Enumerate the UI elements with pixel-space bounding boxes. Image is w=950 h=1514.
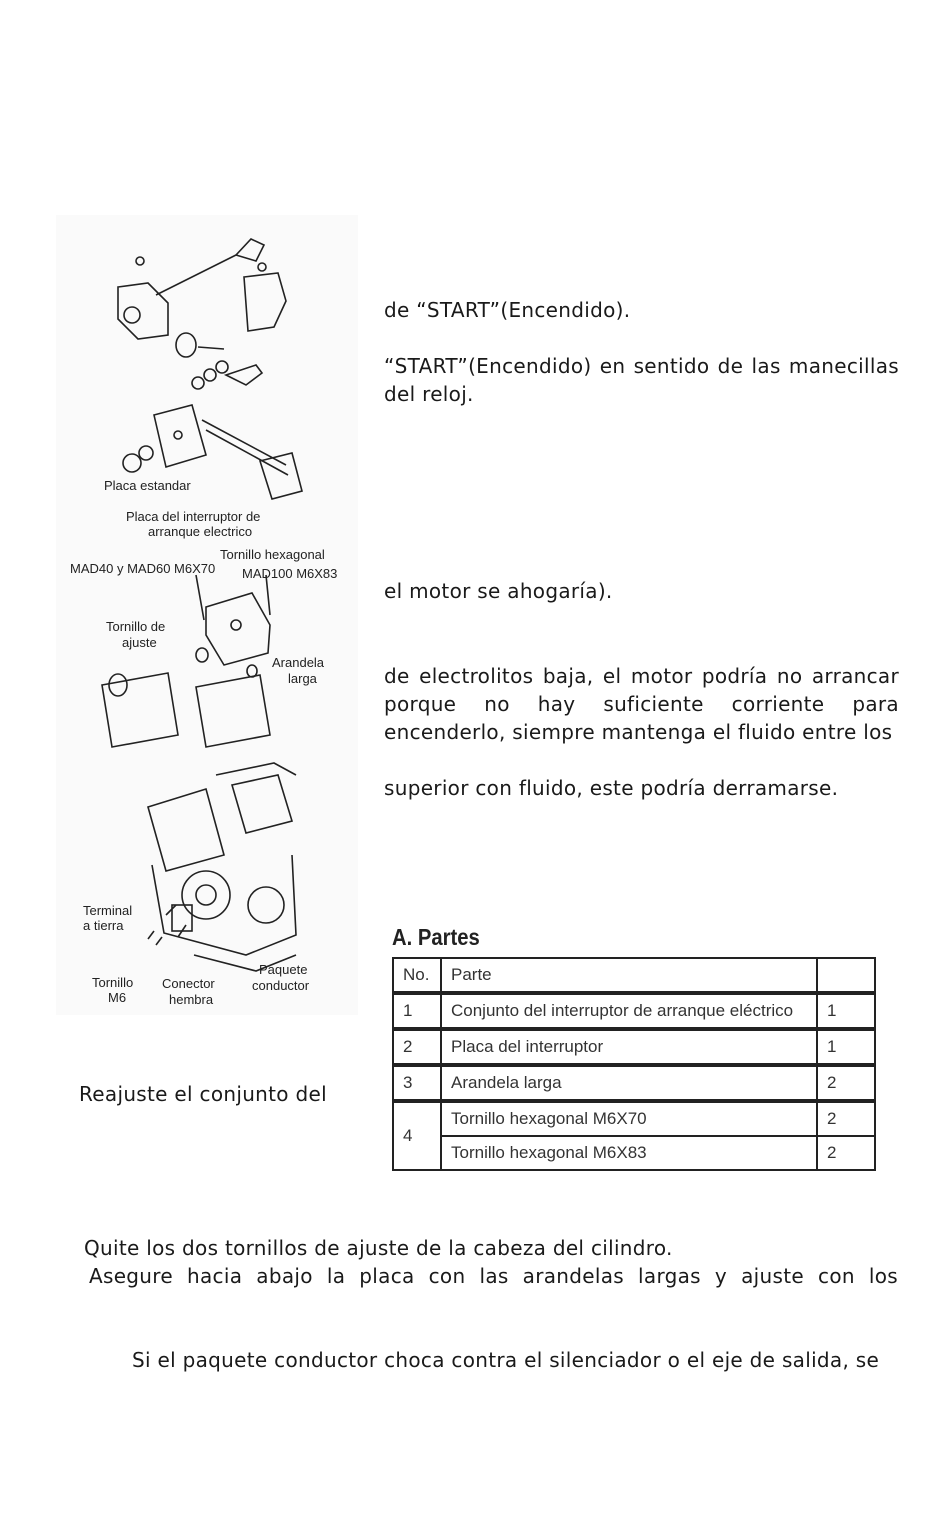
header-no: No.: [393, 958, 441, 993]
text-start-clockwise: “START”(Encendido) en sentido de las manecillas del reloj.: [384, 354, 899, 406]
cell-qty: 2: [817, 1065, 875, 1101]
diagram-drawing: [56, 215, 358, 1015]
text-start-position: de “START”(Encendido).: [384, 298, 631, 322]
label-tornillo-hexagonal: Tornillo hexagonal: [220, 547, 325, 562]
label-terminal: Terminal: [83, 903, 133, 918]
text-secure-plate: Asegure hacia abajo la placa con las arandelas largas y ajuste con los: [89, 1264, 898, 1288]
cell-no: 2: [393, 1029, 441, 1065]
cell-parte: Conjunto del interruptor de arranque eléctrico: [441, 993, 817, 1029]
table-row: [393, 1029, 875, 1065]
label-arranque-electrico: arranque electrico: [148, 524, 253, 539]
label-a-tierra: a tierra: [83, 918, 124, 933]
header-qty: [817, 958, 875, 993]
cell-qty: 1: [817, 1029, 875, 1065]
parts-table: [392, 957, 876, 1171]
label-larga: larga: [288, 671, 317, 686]
parts-title: A. Partes: [392, 924, 480, 950]
table-row: [393, 1136, 875, 1170]
label-mad100: MAD100 M6X83: [242, 566, 338, 581]
label-placa-estandar: Placa estandar: [104, 478, 191, 493]
text-engine-flood: el motor se ahogaría).: [384, 579, 613, 603]
table-header-row: [393, 958, 875, 993]
cell-qty: 2: [817, 1136, 875, 1170]
text-conductor-pack: Si el paquete conductor choca contra el silenciador o el eje de salida, se: [132, 1348, 880, 1372]
cell-no: 3: [393, 1065, 441, 1101]
cell-no: 4: [393, 1101, 441, 1170]
label-tornillo-m6: Tornillo: [92, 975, 134, 990]
table-row: [393, 993, 875, 1029]
cell-qty: 1: [817, 993, 875, 1029]
label-arandela: Arandela: [272, 655, 325, 670]
cell-no: 1: [393, 993, 441, 1029]
text-reajuste: Reajuste el conjunto del: [79, 1082, 327, 1106]
cell-parte: Tornillo hexagonal M6X70: [441, 1101, 817, 1136]
label-conector: Conector: [162, 976, 215, 991]
cell-parte: Placa del interruptor: [441, 1029, 817, 1065]
cell-parte: Arandela larga: [441, 1065, 817, 1101]
table-row: [393, 1101, 875, 1136]
label-tornillo-ajuste: Tornillo de: [106, 619, 166, 634]
label-ajuste: ajuste: [122, 635, 157, 650]
text-fluid-spill: superior con fluido, este podría derramarse.: [384, 776, 839, 800]
header-parte: Parte: [441, 958, 817, 993]
table-row: [393, 1065, 875, 1101]
label-mad40-mad60: MAD40 y MAD60 M6X70: [70, 561, 216, 576]
text-electrolyte: de electrolitos baja, el motor podría no arrancar porque no hay suficiente corriente para encenderlo, siempre mantenga el fluido entre los: [384, 664, 899, 744]
label-hembra: hembra: [169, 992, 214, 1007]
exploded-diagram: [56, 215, 358, 1015]
label-paquete: Paquete: [259, 962, 308, 977]
label-conductor: conductor: [252, 978, 310, 993]
text-remove-screws: Quite los dos tornillos de ajuste de la cabeza del cilindro.: [84, 1236, 673, 1260]
label-placa-interruptor: Placa del interruptor de: [126, 509, 261, 524]
label-m6: M6: [108, 990, 127, 1005]
cell-parte: Tornillo hexagonal M6X83: [441, 1136, 817, 1170]
cell-qty: 2: [817, 1101, 875, 1136]
